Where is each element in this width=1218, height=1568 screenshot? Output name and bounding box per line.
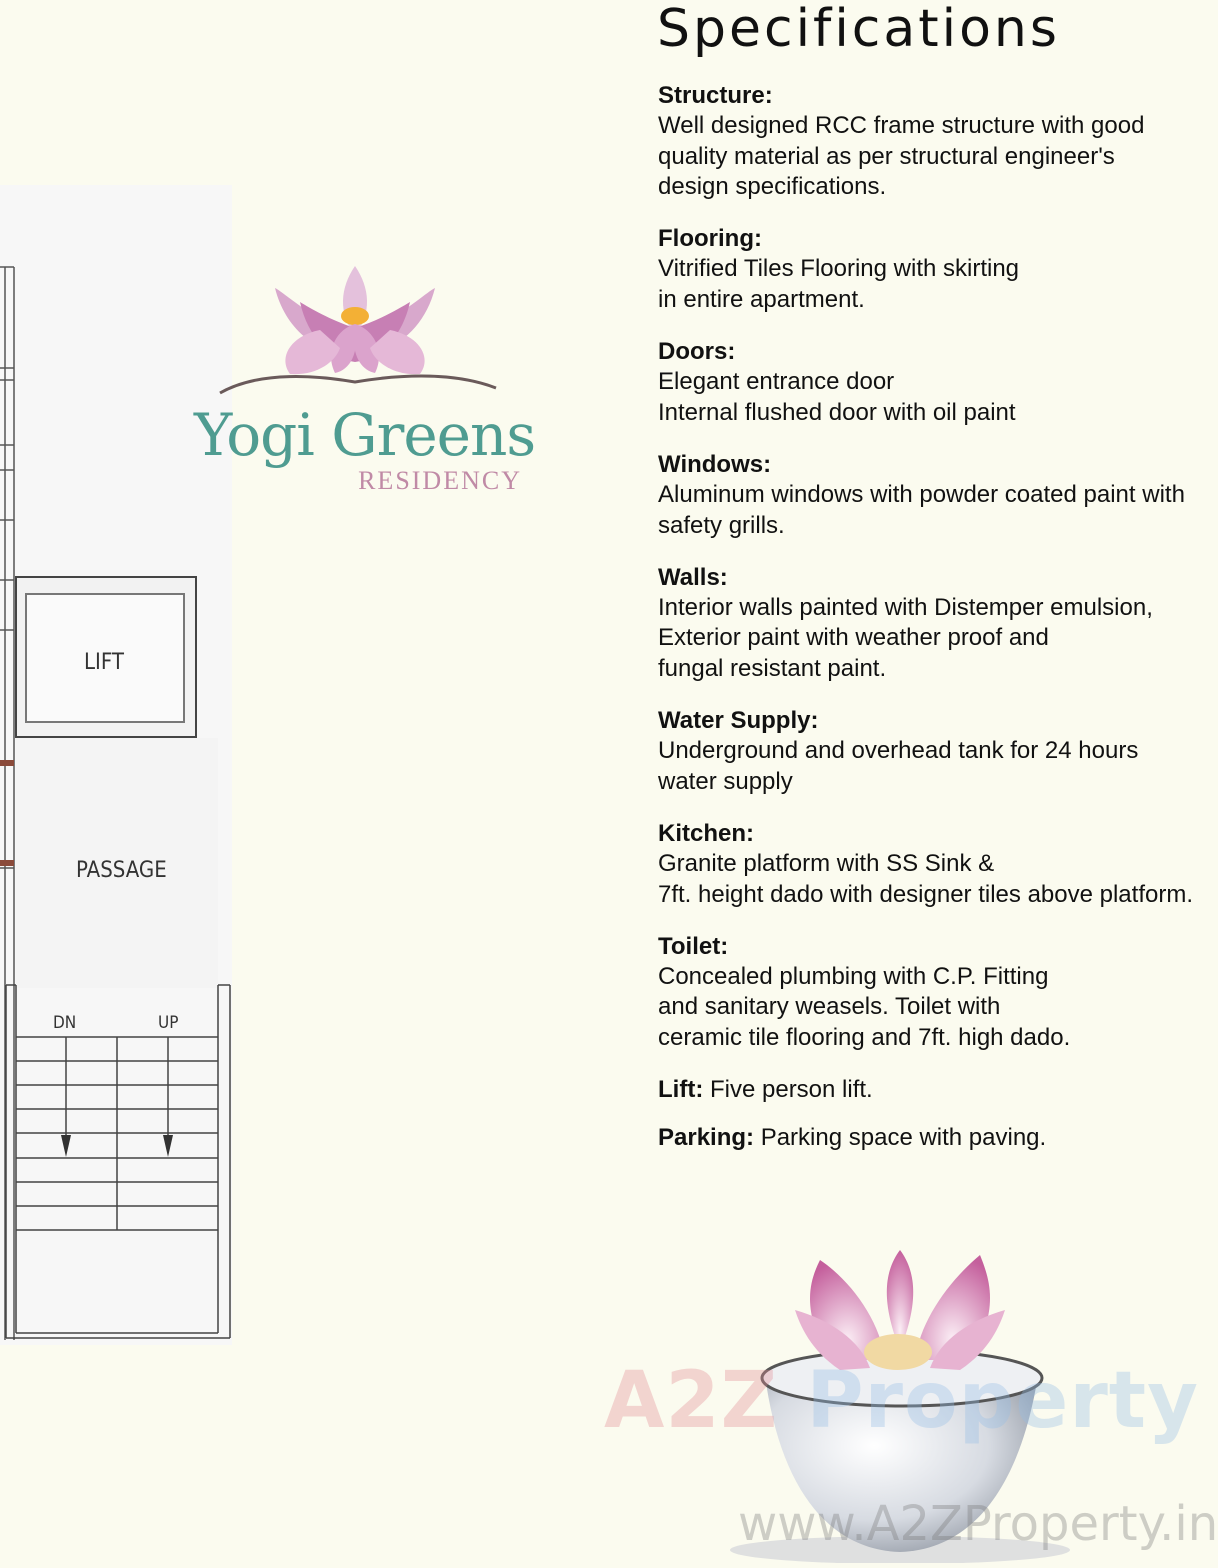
spec-heading: Windows: — [658, 450, 772, 478]
spec-text: Vitrified Tiles Flooring with skirting — [658, 255, 1020, 283]
spec-text: Exterior paint with weather proof and — [658, 624, 1049, 652]
stairs-up-label: UP — [158, 1013, 179, 1033]
spec-doors — [658, 337, 1218, 428]
spec-flooring — [658, 224, 1218, 315]
spec-text: Five person lift. — [709, 1076, 873, 1104]
spec-heading: Lift: — [658, 1076, 704, 1104]
brand-subtitle: RESIDENCY — [358, 466, 522, 495]
spec-text: water supply — [658, 767, 793, 795]
spec-text: Parking space with paving. — [760, 1124, 1047, 1152]
watermark — [604, 1356, 1199, 1446]
watermark-brand-property: Property — [806, 1356, 1199, 1446]
spec-structure — [658, 81, 1218, 202]
spec-heading: Toilet: — [658, 932, 729, 960]
spec-text: Underground and overhead tank for 24 hours — [658, 737, 1139, 765]
spec-text: in entire apartment. — [658, 285, 865, 313]
watermark-url: www.A2ZProperty.in — [738, 1496, 1218, 1552]
spec-text: fungal resistant paint. — [658, 654, 887, 682]
spec-text: 7ft. height dado with designer tiles above platform. — [658, 880, 1193, 908]
spec-lift — [658, 1075, 1218, 1105]
spec-toilet — [658, 932, 1218, 1053]
brand-name: Yogi Greens — [194, 401, 536, 469]
spec-heading: Flooring: — [658, 225, 762, 253]
spec-heading: Structure: — [658, 82, 773, 109]
spec-parking — [658, 1123, 1218, 1153]
spec-text: Elegant entrance door — [658, 368, 895, 396]
spec-text: Concealed plumbing with C.P. Fitting — [658, 963, 1049, 991]
floor-plan — [0, 0, 240, 1563]
floor-plan-drawing — [0, 0, 240, 1563]
spec-text: and sanitary weasels. Toilet with — [658, 993, 1001, 1021]
spec-text: Interior walls painted with Distemper emulsion, — [658, 594, 1153, 622]
spec-windows — [658, 450, 1218, 541]
spec-text: Granite platform with SS Sink & — [658, 850, 995, 878]
spec-text: Aluminum windows with powder coated paint with — [658, 481, 1185, 509]
spec-text: Internal flushed door with oil paint — [658, 398, 1016, 426]
lotus-icon — [190, 258, 530, 408]
spec-text: Well designed RCC frame structure with good — [658, 112, 1145, 140]
stairs-down-label: DN — [53, 1013, 77, 1033]
spec-heading: Water Supply: — [658, 707, 819, 735]
spec-heading: Walls: — [658, 563, 728, 591]
spec-water-supply — [658, 706, 1218, 797]
page-title: Specifications — [657, 0, 1060, 59]
lift-label: LIFT — [84, 650, 125, 675]
passage-label: PASSAGE — [76, 858, 167, 883]
watermark-brand: A2Z — [604, 1356, 779, 1446]
spec-heading: Doors: — [658, 338, 736, 366]
spec-text: ceramic tile flooring and 7ft. high dado. — [658, 1023, 1071, 1051]
spec-text: safety grills. — [658, 511, 785, 539]
spec-heading: Kitchen: — [658, 819, 754, 847]
brand-logo — [190, 258, 536, 503]
specification-list — [658, 81, 1218, 1172]
spec-text: quality material as per structural engineer's — [658, 142, 1115, 170]
spec-heading: Parking: — [658, 1124, 755, 1152]
spec-walls — [658, 563, 1218, 684]
spec-text: design specifications. — [658, 172, 887, 200]
spec-kitchen — [658, 819, 1218, 910]
